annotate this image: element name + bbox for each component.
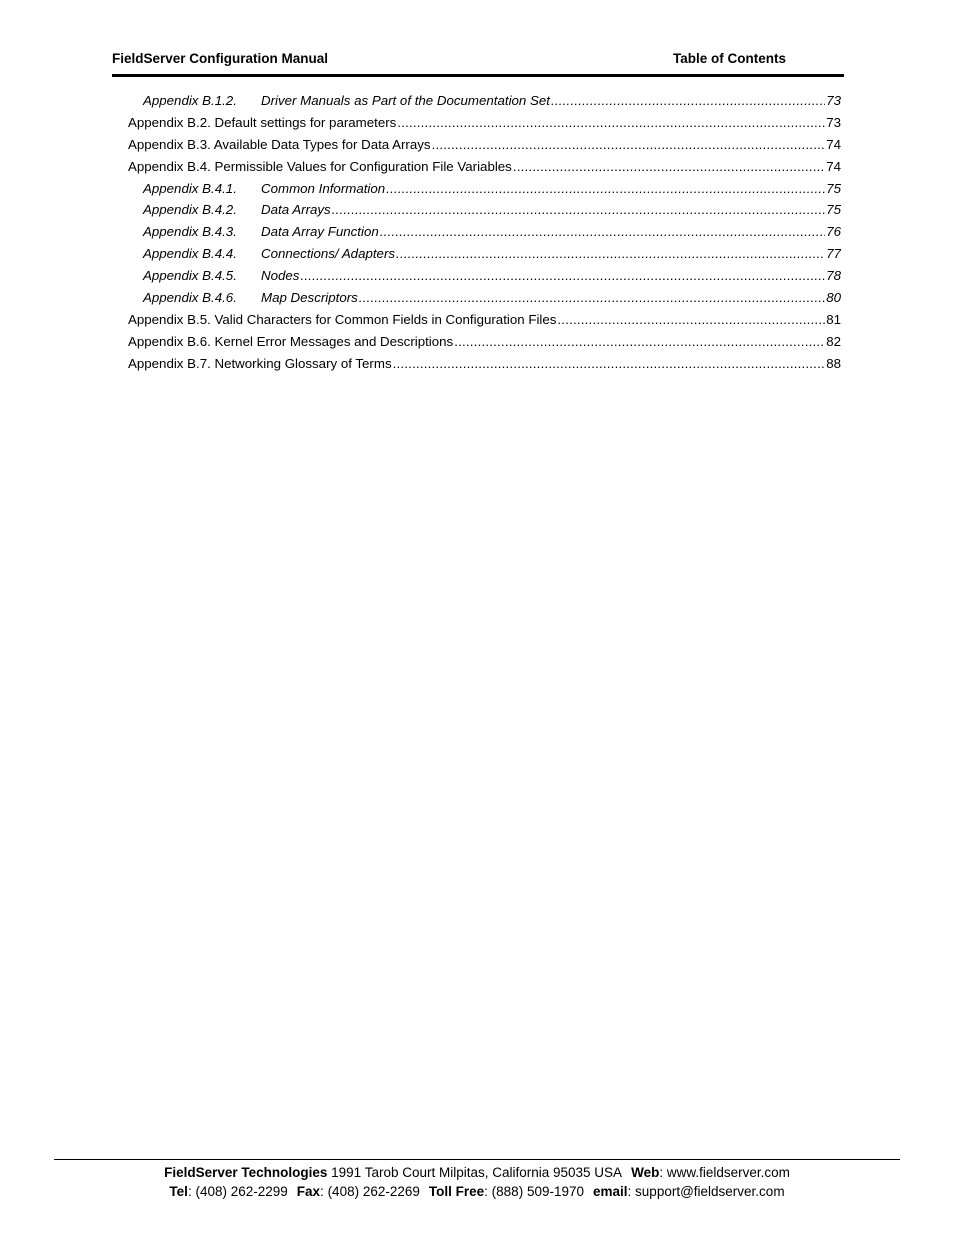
toc-entry-number: Appendix B.4.2. — [143, 202, 237, 218]
toc-dot-leader — [300, 265, 825, 287]
footer-tel-label: Tel — [169, 1184, 188, 1199]
toc-entry[interactable] — [128, 221, 841, 243]
toc-entry-page-number: 80 — [826, 290, 841, 306]
footer-tel: (408) 262-2299 — [195, 1184, 288, 1199]
footer-address: 1991 Tarob Court Milpitas, California 95035 USA — [331, 1165, 623, 1180]
toc-entry-page-number: 77 — [826, 246, 841, 262]
toc-entry[interactable] — [128, 243, 841, 265]
footer-fax: (408) 262-2269 — [327, 1184, 420, 1199]
toc-entry-title: Common Information — [261, 180, 386, 196]
toc-entry-number: Appendix B.4.4. — [143, 246, 237, 262]
footer-email-label: email — [593, 1184, 628, 1199]
toc-entry-title: Connections/ Adapters — [261, 246, 396, 262]
toc-entry[interactable] — [128, 353, 841, 375]
toc-entry-title: Nodes — [261, 268, 300, 284]
toc-entry-number: Appendix B.4.6. — [143, 290, 237, 306]
toc-entry-page-number: 76 — [826, 224, 841, 240]
toc-entry[interactable] — [128, 134, 841, 156]
toc-entry-title: Data Arrays — [261, 202, 331, 218]
section-title: Table of Contents — [673, 51, 786, 66]
toc-entry-page-number: 75 — [826, 180, 841, 196]
toc-entry[interactable] — [128, 90, 841, 112]
toc-dot-leader — [359, 287, 825, 309]
toc-entry[interactable] — [128, 331, 841, 353]
page-header — [112, 50, 844, 77]
toc-entry[interactable] — [128, 156, 841, 178]
toc-entry-title: Data Array Function — [261, 224, 379, 240]
toc-dot-leader — [396, 243, 825, 265]
toc-entry-page-number: 73 — [826, 114, 841, 130]
manual-title: FieldServer Configuration Manual — [112, 51, 329, 66]
footer-line-1: FieldServer Technologies 1991 Tarob Court Milpitas, California 95035 USA Web: www.fieldserver.com — [164, 1165, 790, 1180]
toc-entry[interactable] — [128, 287, 841, 309]
footer-divider — [54, 1159, 900, 1160]
toc-dot-leader — [393, 353, 826, 375]
toc-dot-leader — [386, 178, 825, 200]
toc-dot-leader — [380, 221, 825, 243]
toc-entry-title: Map Descriptors — [261, 290, 358, 306]
toc-entry-number: Appendix B.4.1. — [143, 180, 237, 196]
toc-entry[interactable] — [128, 265, 841, 287]
toc-dot-leader — [551, 90, 825, 112]
toc-dot-leader — [332, 199, 825, 221]
toc-entry[interactable] — [128, 199, 841, 221]
footer-tollfree: (888) 509-1970 — [491, 1184, 584, 1199]
footer-email-link[interactable]: support@fieldserver.com — [635, 1184, 785, 1199]
footer-tollfree-label: Toll Free — [428, 1184, 485, 1199]
toc-entry-number: Appendix B.4.3. — [143, 224, 237, 240]
footer-company: FieldServer Technologies — [164, 1165, 328, 1180]
toc-entry-number: Appendix B.1.2. — [143, 93, 237, 108]
toc-entry-title: Appendix B.4. Permissible Values for Configuration File Variables — [128, 158, 512, 174]
toc-entry-title: Appendix B.2. Default settings for parameters — [128, 114, 397, 130]
toc-entry-title: Appendix B.6. Kernel Error Messages and Descriptions — [128, 333, 454, 349]
toc-entry-page-number: 74 — [826, 158, 841, 174]
footer-fax-label: Fax — [296, 1184, 321, 1199]
toc-entry-page-number: 82 — [826, 333, 841, 349]
table-of-contents — [128, 90, 841, 375]
toc-entry-number: Appendix B.4.5. — [143, 268, 237, 284]
footer-line-2: Tel: (408) 262-2299 Fax: (408) 262-2269 Toll Free: (888) 509-1970 email: support@fieldserver.com — [169, 1184, 785, 1199]
toc-entry-page-number: 73 — [826, 93, 841, 108]
toc-entry-page-number: 78 — [826, 268, 841, 284]
toc-entry[interactable] — [128, 309, 841, 331]
toc-entry-title: Appendix B.3. Available Data Types for Data Arrays — [128, 136, 431, 152]
toc-dot-leader — [513, 156, 825, 178]
toc-entry-title: Driver Manuals as Part of the Documentation Set — [261, 93, 550, 108]
page-footer — [54, 1163, 900, 1201]
toc-dot-leader — [557, 309, 825, 331]
toc-dot-leader — [454, 331, 825, 353]
toc-entry-page-number: 74 — [826, 136, 841, 152]
toc-entry-title: Appendix B.7. Networking Glossary of Terms — [128, 355, 392, 371]
footer-web-link[interactable]: www.fieldserver.com — [666, 1165, 790, 1180]
footer-web-label: Web — [631, 1165, 660, 1180]
toc-entry-page-number: 75 — [826, 202, 841, 218]
toc-entry-page-number: 81 — [826, 311, 841, 327]
toc-entry-page-number: 88 — [826, 355, 841, 371]
toc-entry-title: Appendix B.5. Valid Characters for Common Fields in Configuration Files — [128, 311, 557, 327]
toc-dot-leader — [397, 112, 825, 134]
toc-entry[interactable] — [128, 112, 841, 134]
toc-dot-leader — [432, 134, 826, 156]
toc-entry[interactable] — [128, 178, 841, 200]
